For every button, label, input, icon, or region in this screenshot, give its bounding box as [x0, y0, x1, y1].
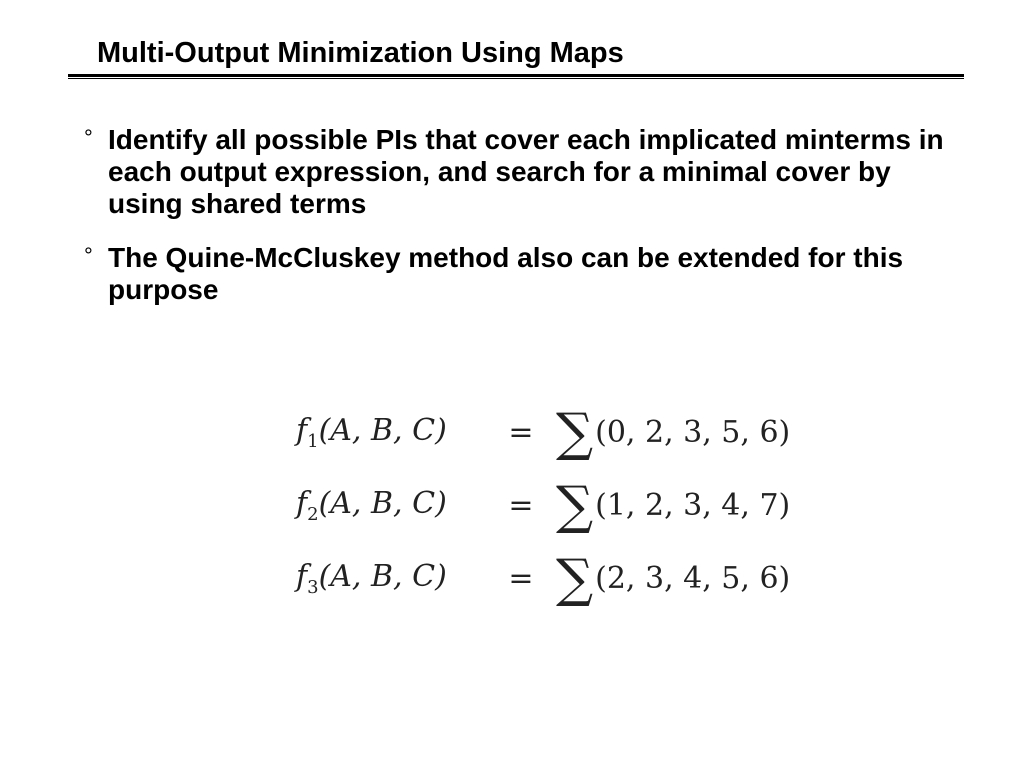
equals-sign: = [508, 415, 534, 450]
equals-sign: = [508, 561, 534, 596]
equation-row [296, 469, 790, 542]
equation-row [296, 542, 790, 615]
function-args: (A, B, C) [318, 413, 447, 448]
sigma-symbol: ∑ [556, 548, 594, 609]
bullet-item [84, 124, 964, 220]
minterm-list: (1, 2, 3, 4, 7) [595, 488, 791, 523]
title-underline-thin [68, 78, 964, 79]
slide-title: Multi-Output Minimization Using Maps [97, 37, 624, 69]
function-name: f [296, 413, 308, 448]
bullet-list [84, 124, 964, 328]
equation-lhs [296, 413, 486, 452]
function-args: (A, B, C) [318, 486, 447, 521]
equals-sign: = [508, 488, 534, 523]
bullet-item [84, 242, 964, 306]
function-name: f [296, 486, 308, 521]
function-subscript: 1 [307, 431, 319, 452]
title-underline [68, 74, 964, 80]
function-args: (A, B, C) [318, 559, 447, 594]
bullet-marker: ° [84, 243, 93, 268]
sigma-symbol: ∑ [556, 475, 594, 536]
bullet-marker: ° [84, 125, 93, 150]
title-underline-thick [68, 74, 964, 77]
equation-lhs [296, 559, 486, 598]
equation-block [296, 396, 790, 615]
function-name: f [296, 559, 308, 594]
bullet-text: Identify all possible PIs that cover each implicated minterms in each output expression, and search for a minimal cover by using shared terms [108, 124, 944, 219]
sigma-symbol: ∑ [556, 402, 594, 463]
equation-lhs [296, 486, 486, 525]
minterm-list: (0, 2, 3, 5, 6) [595, 415, 791, 450]
function-subscript: 3 [307, 577, 319, 598]
minterm-list: (2, 3, 4, 5, 6) [595, 561, 791, 596]
equation-row [296, 396, 790, 469]
bullet-text: The Quine-McCluskey method also can be extended for this purpose [108, 242, 904, 305]
function-subscript: 2 [307, 504, 319, 525]
